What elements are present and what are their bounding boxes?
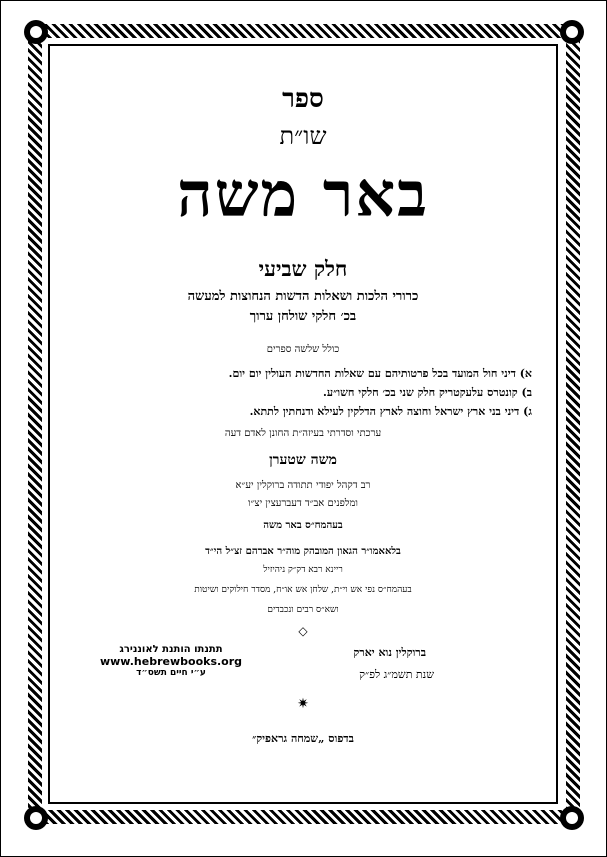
hebrewbooks-line-1: תתנתו הותנת לאוננירג <box>119 644 223 655</box>
title-page <box>60 56 546 796</box>
corner-ornament-top-right <box>560 20 584 44</box>
year-line: שנת תשמ״ג לפ״ק <box>359 668 434 681</box>
diamond-ornament: ◇ <box>298 624 308 638</box>
previous-works-line: בעהמח״ס באר משה <box>263 520 343 531</box>
shut-label: שו״ת <box>279 122 327 150</box>
star-ornament: ✷ <box>297 696 309 712</box>
contents-item-1: א) דיני חול המועד בכל פרטותיהם עם שאלות החדשות העולין יום יום. <box>228 367 532 380</box>
book-title: באר משה <box>176 158 430 231</box>
corner-ornament-bottom-left <box>24 806 48 830</box>
part-label: חלק שביעי <box>258 256 348 281</box>
hebrewbooks-stamp <box>96 644 246 678</box>
corner-ornament-bottom-right <box>560 806 584 830</box>
city-line: ברוקלין נוא יארק <box>353 646 426 659</box>
arranged-by-line: ערכתי וסדרתי בעיזה״ת החונן לאדם דעה <box>224 428 382 439</box>
subtitle-line-2: בכ׳ חלקי שולחן ערוך <box>249 309 357 324</box>
hebrewbooks-line-3: ע״י חיים תשס״ד <box>136 668 206 678</box>
father-line-3: בעהמח״ס נפי אש וי״ת, שלחן אש או״ח, מסדר חילוקים ושיטות <box>194 585 412 595</box>
corner-ornament-top-left <box>24 20 48 44</box>
father-line-2: ריינא רבא דק״ק ניהיזיל <box>263 565 343 575</box>
contents-list <box>68 364 532 421</box>
sefer-label: ספר <box>282 84 324 114</box>
author-name: משה שטערן <box>269 452 337 468</box>
includes-label: כולל שלשה ספרים <box>266 344 340 355</box>
hebrewbooks-url: www.hebrewbooks.org <box>99 655 243 668</box>
contents-item-2: ב) קונטרס עלעקטריק חלק שני בכ׳ חלקי חשו״ע. <box>323 386 532 399</box>
father-line-4: ושא״ס רבים ונכבדים <box>267 605 339 615</box>
contents-item-3: ג) דיני בני ארץ ישראל וחוצה לארץ הדלקין לעילא ודנחתין לתתא. <box>249 405 532 418</box>
rav-line-2: ומלפנים אב״ד דעברעצין יצ״ו <box>248 498 358 509</box>
subtitle-line-1: כרורי הלכות ושאלות הדשות הנחוצות למעשה <box>187 289 419 304</box>
printer-line: בדפוס „שמחה גראפיק״ <box>252 732 354 745</box>
rav-line-1: רב דקהל יפודי תתודה ברוקלין יע״א <box>235 480 371 491</box>
father-line-1: בלאאמו״ר הגאון המובהק מוה״ר אברהם זצ״ל הי״ד <box>205 546 401 557</box>
